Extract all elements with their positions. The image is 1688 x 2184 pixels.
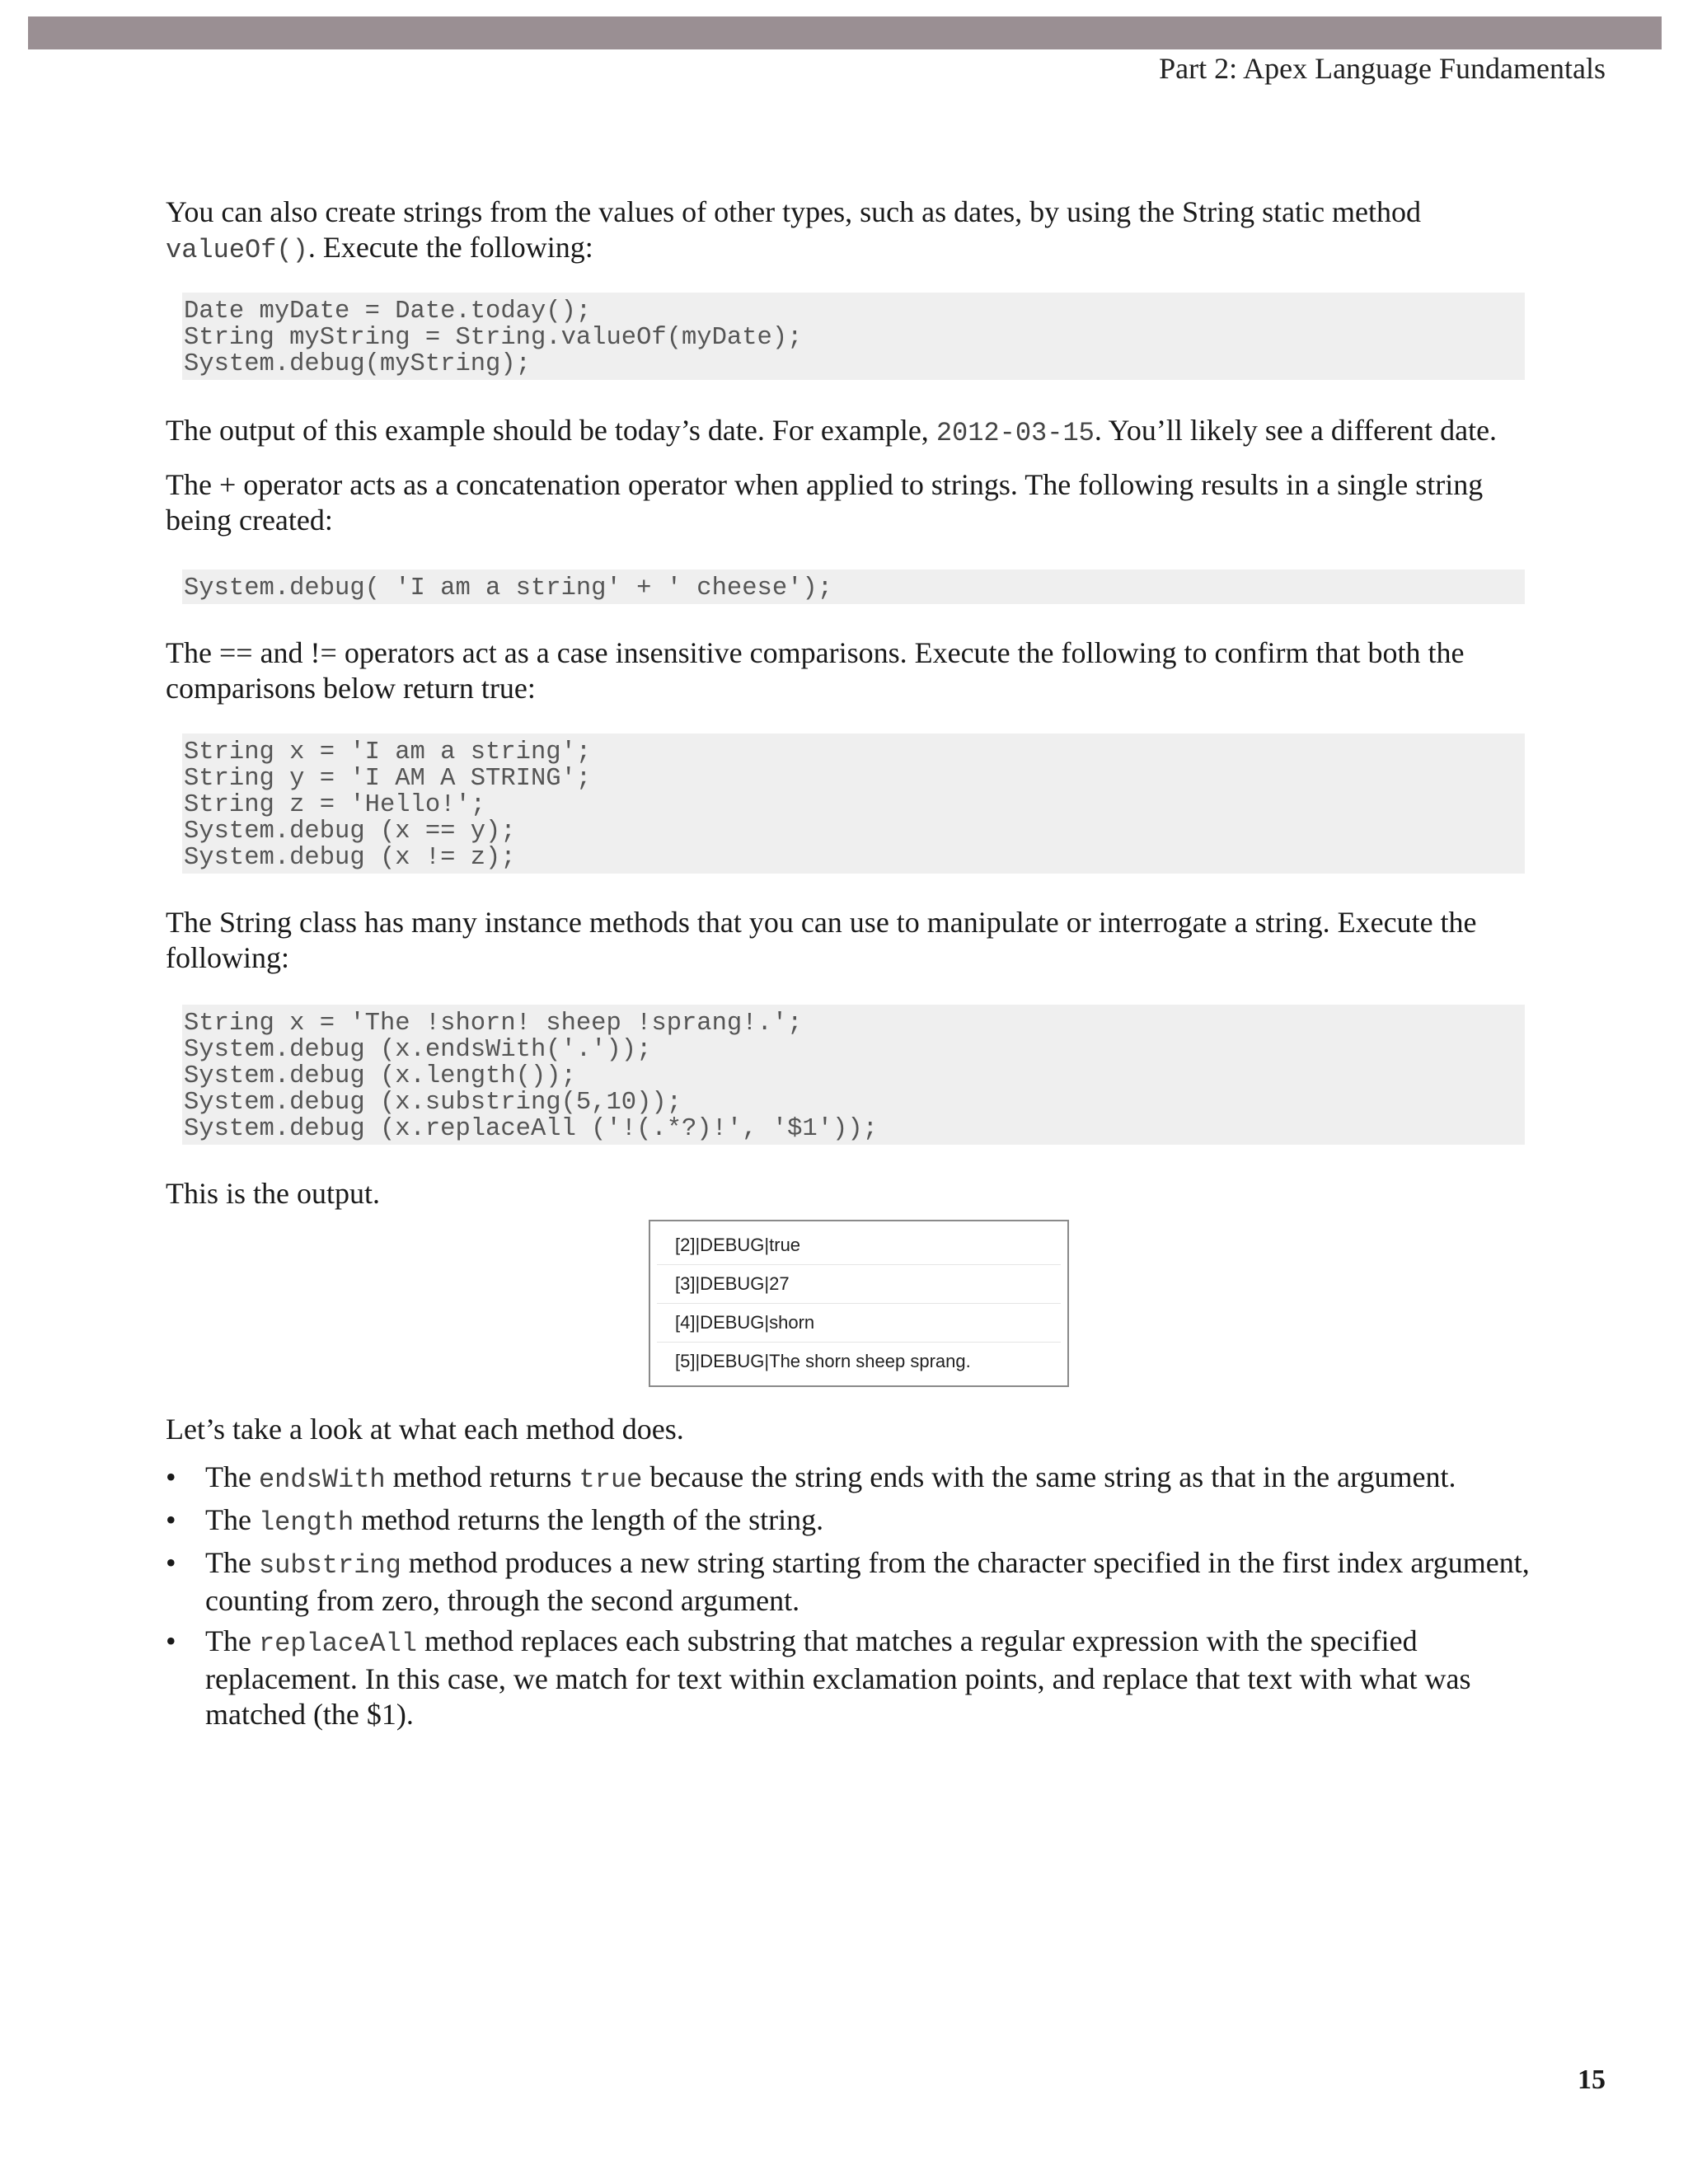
inline-code: substring — [258, 1550, 401, 1581]
list-text: The — [205, 1624, 259, 1657]
header-bar — [28, 16, 1662, 49]
paragraph-concatenation: The + operator acts as a concatenation operator when applied to strings. The following results in a single string being created: — [166, 468, 1484, 537]
bullet-icon: • — [166, 1503, 176, 1536]
paragraph-comparison: The == and != operators act as a case insensitive comparisons. Execute the following to confirm that both the comparisons below return true: — [166, 636, 1465, 705]
code-line: String x = 'I am a string'; — [184, 738, 592, 766]
paragraph-output-date — [166, 413, 1542, 451]
paragraph-text: The output of this example should be today’s date. For example, — [166, 414, 936, 447]
list-item — [166, 1460, 1542, 1497]
inline-code: replaceAll — [258, 1629, 417, 1659]
list-item — [166, 1624, 1542, 1732]
list-text: method replaces each substring that matches a regular expression with the specified replacement. In this case, we match for text within exclamation points, and replace that text with what was matched (the $1). — [205, 1624, 1471, 1731]
bullet-icon: • — [166, 1460, 176, 1493]
list-text: The — [205, 1546, 259, 1579]
list-text: method returns the length of the string. — [354, 1503, 824, 1536]
paragraph-text: You can also create strings from the values of other types, such as dates, by using the String static method — [166, 195, 1422, 228]
list-text: The — [205, 1503, 259, 1536]
paragraph-text: . Execute the following: — [307, 231, 593, 264]
debug-log-row: [5]|DEBUG|The shorn sheep sprang. — [675, 1351, 971, 1371]
code-line: Date myDate = Date.today(); — [184, 298, 592, 326]
inline-code: valueOf() — [166, 235, 308, 265]
code-line: String myString = String.valueOf(myDate); — [184, 324, 803, 352]
bullet-icon: • — [166, 1546, 176, 1579]
list-text: because the string ends with the same string as that in the argument. — [642, 1460, 1456, 1493]
list-item — [166, 1502, 1542, 1540]
code-block-comparison — [182, 733, 1525, 874]
inline-code: endsWith — [258, 1465, 386, 1495]
code-line: System.debug( 'I am a string' + ' cheese'); — [184, 574, 833, 602]
debug-log-row: [3]|DEBUG|27 — [657, 1265, 1061, 1304]
debug-log-row: [2]|DEBUG|true — [657, 1226, 1061, 1265]
code-line: String x = 'The !shorn! sheep !sprang!.'; — [184, 1010, 803, 1038]
code-line: System.debug (x.replaceAll ('!(.*?)!', '$1')); — [184, 1115, 878, 1143]
inline-code: length — [258, 1507, 354, 1538]
method-list — [166, 1460, 1542, 1732]
code-line: System.debug (x.endsWith('.')); — [184, 1036, 652, 1064]
paragraph-method-intro: Let’s take a look at what each method does. — [166, 1413, 684, 1446]
paragraph-valueof — [166, 194, 1542, 268]
code-line: System.debug (x.substring(5,10)); — [184, 1089, 682, 1117]
page-number: 15 — [1578, 2064, 1606, 2095]
code-line: System.debug (x == y); — [184, 818, 516, 846]
list-text: method returns — [385, 1460, 579, 1493]
page-content — [166, 194, 1542, 1732]
debug-log-row: [4]|DEBUG|shorn — [657, 1304, 1061, 1343]
code-line: String z = 'Hello!'; — [184, 791, 486, 819]
paragraph-output-intro: This is the output. — [166, 1177, 380, 1210]
code-line: System.debug (x != z); — [184, 844, 516, 872]
code-line: String y = 'I AM A STRING'; — [184, 765, 592, 793]
code-block-date — [182, 293, 1525, 380]
paragraph-text: . You’ll likely see a different date. — [1094, 414, 1498, 447]
code-line: System.debug (x.length()); — [184, 1062, 576, 1090]
inline-code: 2012-03-15 — [935, 418, 1095, 448]
paragraph-instance-methods: The String class has many instance methods that you can use to manipulate or interrogate a string. Execute the following: — [166, 906, 1477, 974]
running-head: Part 2: Apex Language Fundamentals — [1159, 52, 1606, 85]
list-text: The — [205, 1460, 259, 1493]
list-text: method produces a new string starting from the character specified in the first index argument, counting from zero, through the second argument. — [205, 1546, 1530, 1617]
debug-log-screenshot — [649, 1220, 1069, 1387]
bullet-icon: • — [166, 1624, 176, 1657]
code-line: System.debug(myString); — [184, 350, 531, 378]
code-block-methods — [182, 1005, 1525, 1145]
code-block-concat — [182, 569, 1525, 604]
list-item — [166, 1545, 1542, 1619]
inline-code: true — [579, 1465, 643, 1495]
